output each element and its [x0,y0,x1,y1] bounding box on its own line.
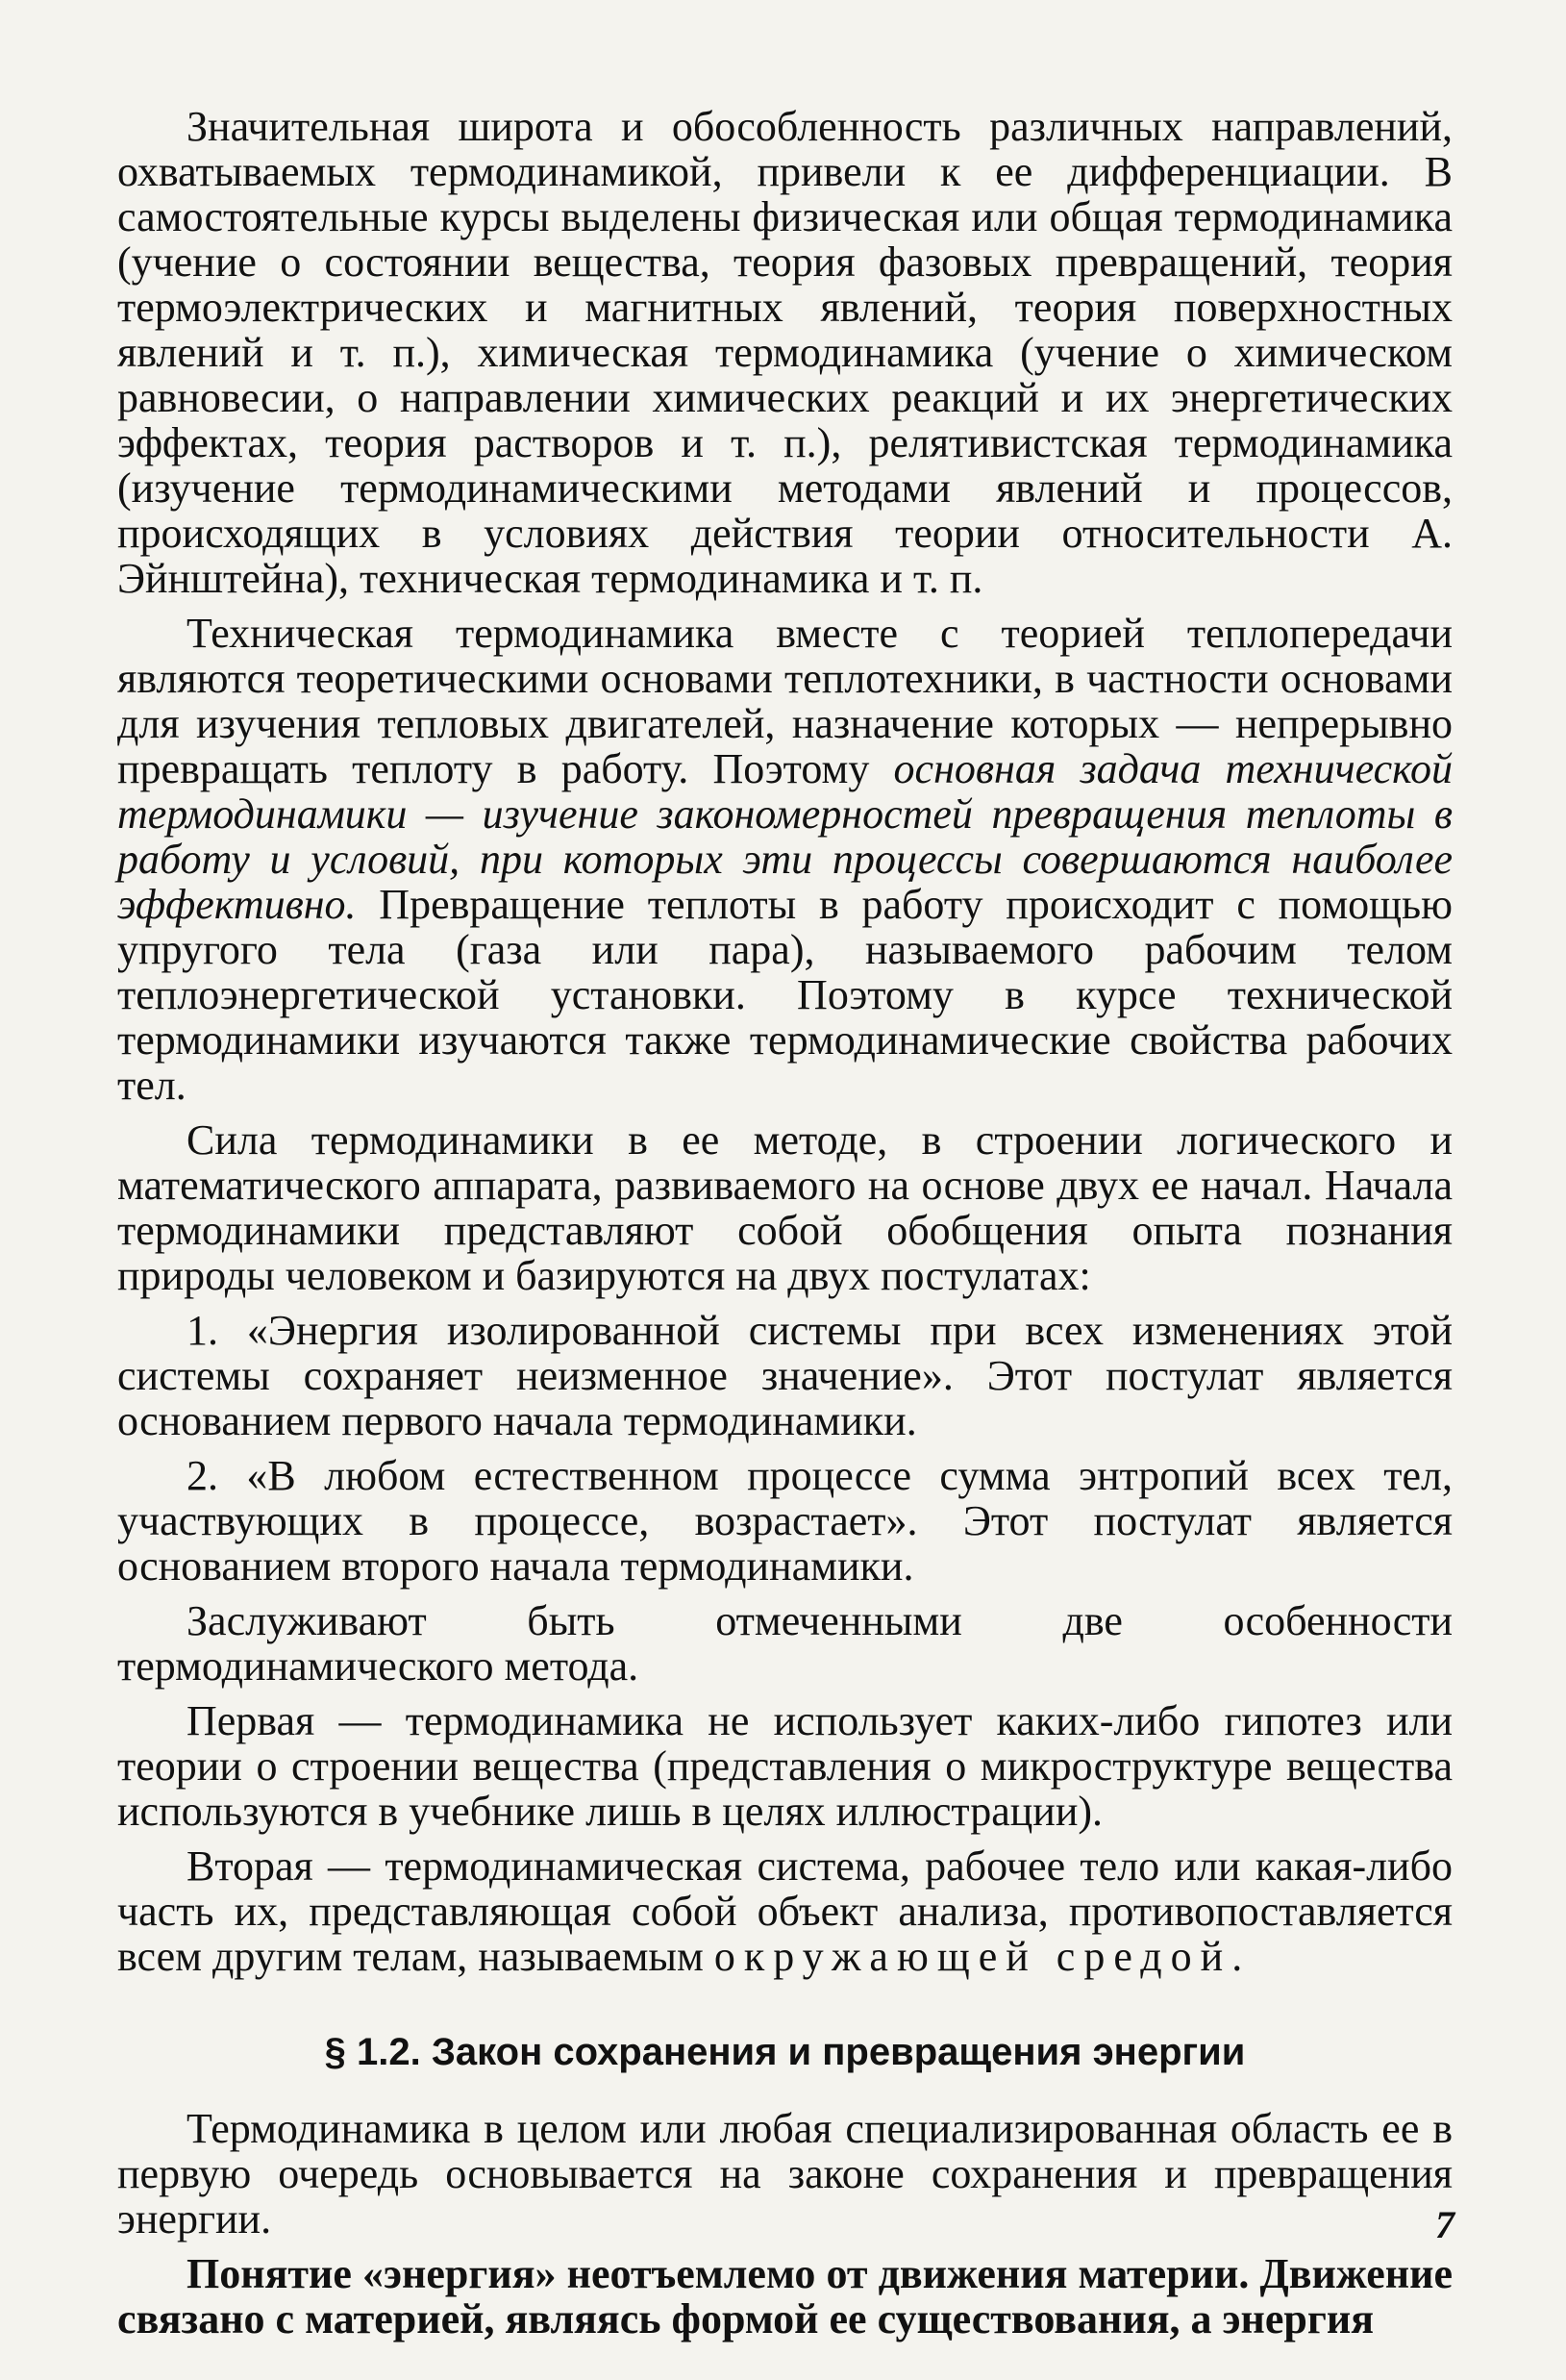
spaced-term-environment: окружающей средой. [713,1933,1252,1980]
paragraph-method-strength: Сила термодинамики в ее методе, в строении логического и математического аппарата, развиваемого на основе двух ее начал. Начала термодинамики представляют собой обобщения опыта познания природы человеком и базируются на двух постулатах: [117,1116,1453,1299]
postulate-1: 1. «Энергия изолированной системы при всех изменениях этой системы сохраняет неизменное значение». Этот постулат является основанием первого начала термодинамики. [117,1307,1453,1444]
paragraph-branches: Значительная широта и обособленность различных направлений, охватываемых термодинамикой, привели к ее дифференциации. В самостоятельные курсы выделены физическая или общая термодинамика (учение о состоянии вещества, теория фазовых превращений, теория термоэлектрических и магнитных явлений, теория поверхностных явлений и т. п.), химическая термодинамика (учение о химическом равновесии, о направлении химических реакций и их энергетических эффектах, теория растворов и т. п.), релятивистская термодинамика (изучение термодинамическими методами явлений и процессов, происходящих в условиях действия теории относительности А. Эйнштейна), техническая термодинамика и т. п. [117,103,1453,602]
paragraph-text: Техническая термодинамика вместе с теорией теплопередачи являются теоретическими основами теплотехники, в частности основами для изучения тепловых двигателей, назначение которых — непрерывно превращать теплоту в работу. Поэтому [117,610,1453,792]
paragraph-conservation-law: Термодинамика в целом или любая специализированная область ее в первую очередь основывается на законе сохранения и превращения энергии. [117,2105,1453,2242]
paragraph-technical-thermodynamics [117,611,1453,1108]
paragraph-energy-concept: Понятие «энергия» неотъемлемо от движения материи. Движение связано с материей, являясь формой ее существования, а энергия [117,2250,1453,2342]
paragraph-two-features: Заслуживают быть отмеченными две особенности термодинамического метода. [117,1597,1453,1690]
feature-first: Первая — термодинамика не использует каких-либо гипотез или теории о строении вещества (представления о микроструктуре вещества используются в учебнике лишь в целях иллюстрации). [117,1697,1453,1835]
feature-second [117,1843,1453,1979]
paragraph-text: Превращение теплоты в работу происходит с помощью упругого тела (газа или пара), называемого рабочим телом теплоэнергетической установки. Поэтому в курсе технической термодинамики изучаются также термодинамические свойства рабочих тел. [117,881,1453,1109]
italic-main-task: основная задача технической термодинамики — изучение закономерностей превращения теплоты в работу и условий, при которых эти процессы совершаются наиболее эффективно. [117,745,1454,928]
page-number: 7 [1435,2203,1454,2246]
section-heading: § 1.2. Закон сохранения и превращения энергии [324,2031,1246,2073]
paragraph-text: Вторая — термодинамическая система, рабочее тело или какая-либо часть их, представляющая собой объект анализа, противопоставляется всем другим телам, называемым [117,1842,1453,1980]
postulate-2: 2. «В любом естественном процессе сумма энтропий всех тел, участвующих в процессе, возрастает». Этот постулат является основанием второго начала термодинамики. [117,1452,1453,1590]
